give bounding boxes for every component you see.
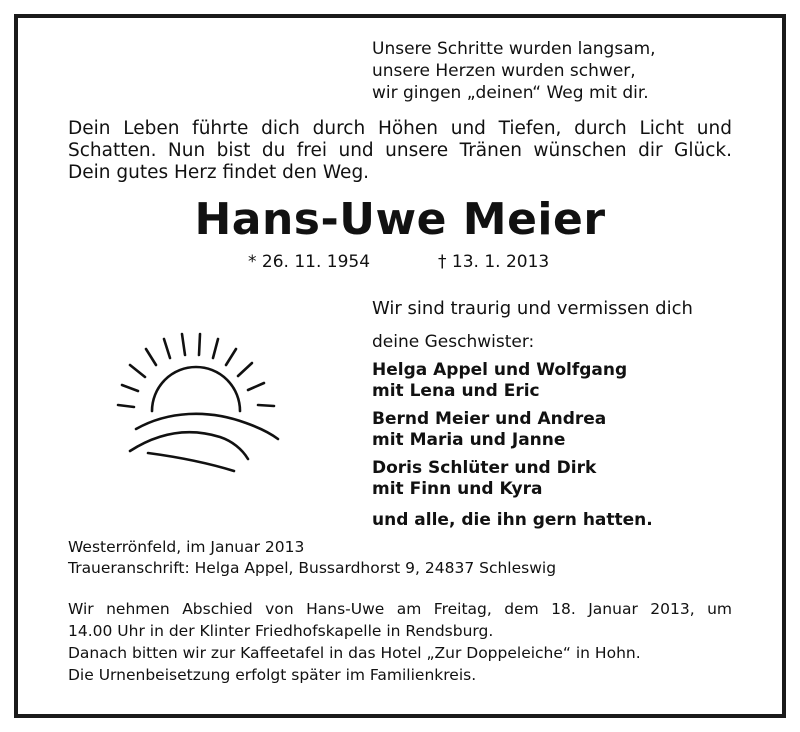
poem-line: wir gingen „deinen“ Weg mit dir. [372, 83, 649, 103]
funeral-line: 14.00 Uhr in der Klinter Friedhofskapelle in Rendsburg. [68, 622, 494, 640]
intro-line: Schatten. Nun bist du frei und unsere Tränen wünschen dir Glück. [68, 140, 732, 161]
deceased-name: Hans-Uwe Meier [194, 194, 606, 245]
funeral-line: Die Urnenbeisetzung erfolgt später im Familienkreis. [68, 666, 477, 684]
family-line: Bernd Meier und Andrea [372, 409, 607, 429]
family-entry [372, 409, 606, 451]
death-date: † 13. 1. 2013 [438, 252, 550, 272]
sad-line: Wir sind traurig und vermissen dich [372, 298, 693, 319]
funeral-line: Danach bitten wir zur Kaffeetafel in das Hotel „Zur Doppeleiche“ in Hohn. [68, 644, 641, 662]
birth-date: * 26. 11. 1954 [248, 252, 371, 272]
intro-text [68, 118, 732, 184]
family-entry [372, 360, 627, 402]
poem [372, 38, 656, 104]
mourning-address: Traueranschrift: Helga Appel, Bussardhorst 9, 24837 Schleswig [68, 559, 557, 577]
funeral-line: Wir nehmen Abschied von Hans-Uwe am Freitag, dem 18. Januar 2013, um [68, 600, 732, 618]
closing-line: und alle, die ihn gern hatten. [372, 510, 653, 530]
funeral-details [68, 598, 732, 686]
family-line: mit Finn und Kyra [372, 479, 543, 499]
family-line: Doris Schlüter und Dirk [372, 458, 597, 478]
intro-line: Dein Leben führte dich durch Höhen und Tiefen, durch Licht und [68, 118, 732, 139]
poem-line: Unsere Schritte wurden langsam, [372, 39, 656, 59]
family-line: mit Lena und Eric [372, 381, 540, 401]
family-entry [372, 458, 596, 500]
family-line: mit Maria und Janne [372, 430, 566, 450]
place-date: Westerrönfeld, im Januar 2013 [68, 538, 305, 556]
siblings-intro: deine Geschwister: [372, 332, 535, 352]
intro-line: Dein gutes Herz findet den Weg. [68, 162, 370, 183]
sunset-over-hills-icon [108, 325, 284, 475]
poem-line: unsere Herzen wurden schwer, [372, 61, 636, 81]
family-line: Helga Appel und Wolfgang [372, 360, 628, 380]
